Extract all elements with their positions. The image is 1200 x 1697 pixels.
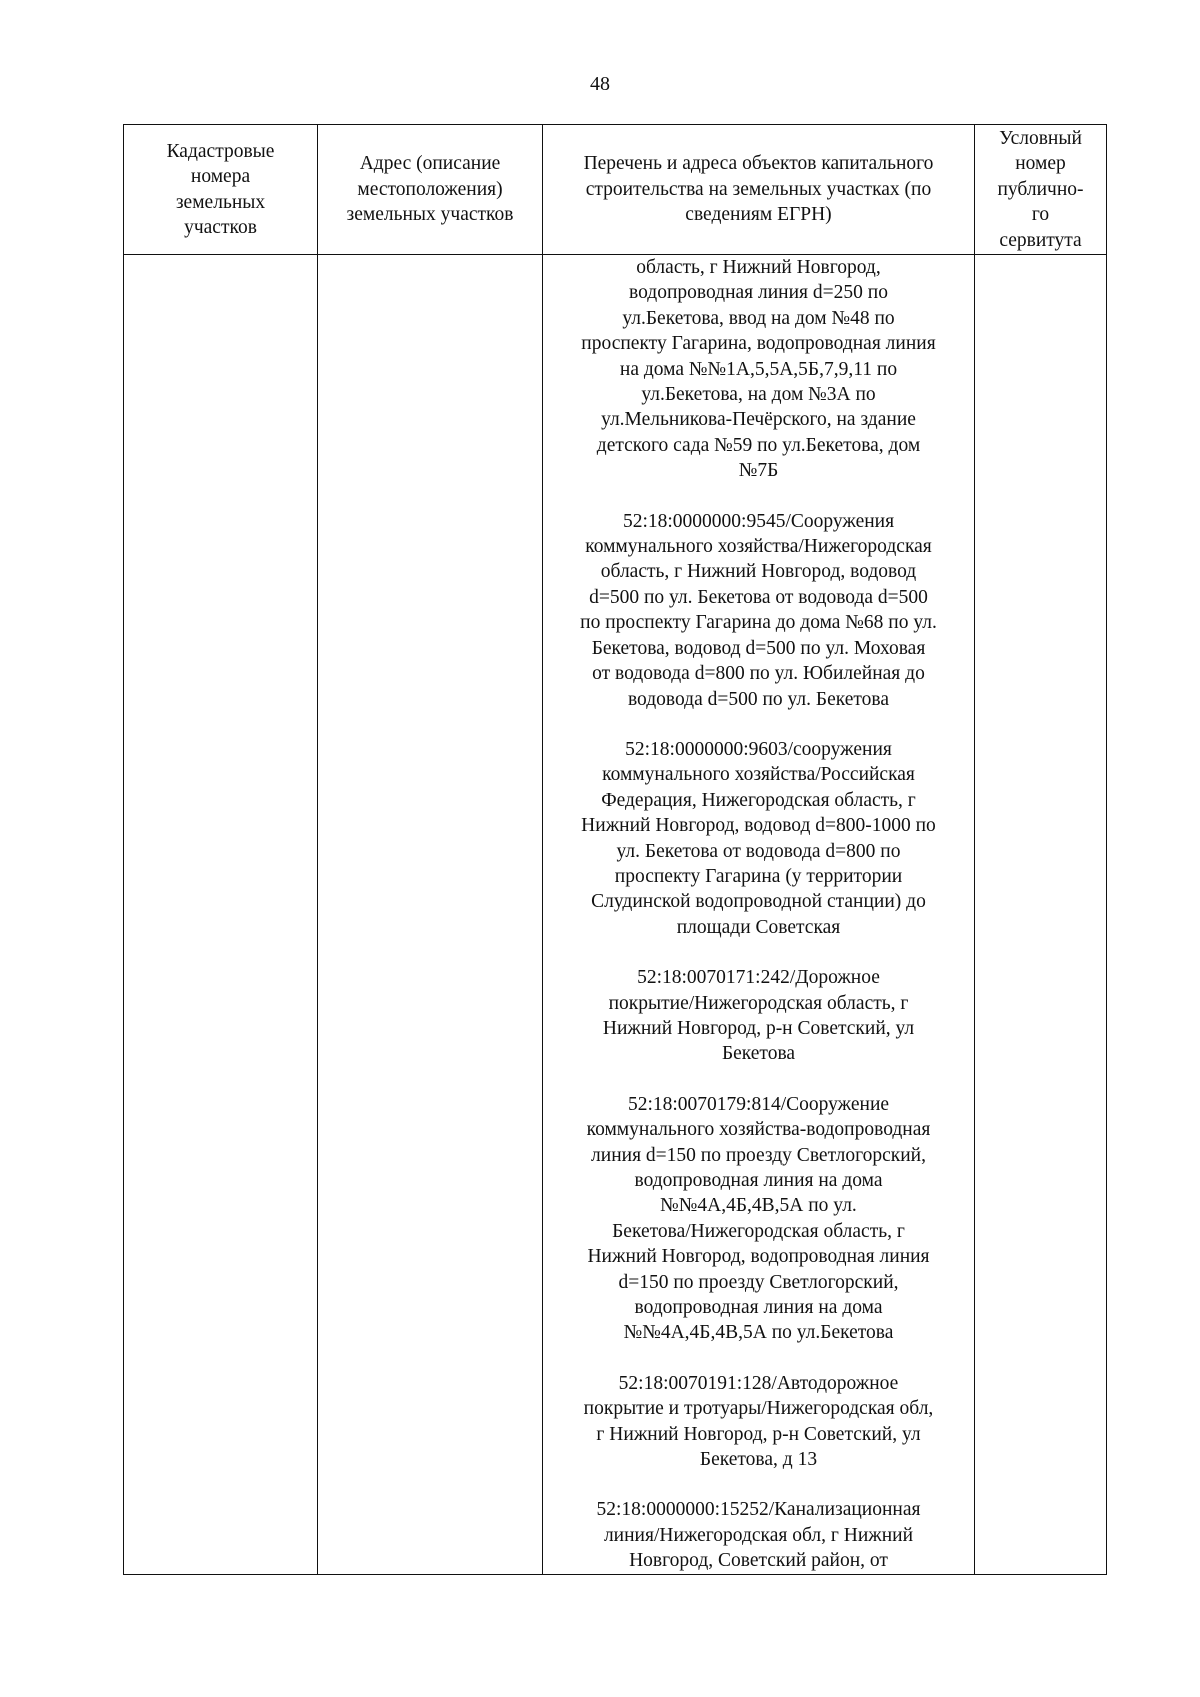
header-capital-objects: Перечень и адреса объектов капитального строительства на земельных участках (по сведениям ЕГРН) xyxy=(543,125,975,255)
page-number: 48 xyxy=(590,73,610,95)
object-entry-line: коммунального хозяйства/Российская xyxy=(602,764,915,786)
object-entry-line: d=150 по проезду Светлогорский, xyxy=(618,1271,899,1293)
object-entry xyxy=(551,1497,966,1573)
object-entry-line: Бекетова, д 13 xyxy=(699,1449,818,1471)
object-entry-line: d=500 по ул. Бекетова от водовода d=500 xyxy=(589,586,928,608)
object-entry-line: коммунального хозяйства/Нижегородская xyxy=(585,536,932,558)
object-entry-line: детского сада №59 по ул.Бекетова, дом xyxy=(596,434,921,456)
address-cell xyxy=(318,255,543,1575)
object-entry-line: от водовода d=800 по ул. Юбилейная до xyxy=(592,663,925,685)
object-entry-line: водопроводная линия d=250 по xyxy=(629,282,888,304)
object-entry-line: ул.Бекетова, на дом №3А по xyxy=(641,384,876,406)
object-entry-line: водопроводная линия на дома xyxy=(634,1170,883,1191)
object-entry-line: №№4А,4Б,4В,5А по ул. xyxy=(660,1195,857,1217)
object-entry-line: 52:18:0000000:9545/Сооружения xyxy=(622,510,895,532)
object-entry-line: Нижний Новгород, водовод d=800-1000 по xyxy=(581,815,936,837)
object-entry-line: проспекту Гагарина (у территории xyxy=(614,865,903,887)
objects-list xyxy=(551,255,966,1574)
object-entry-line: водопроводная линия на дома xyxy=(634,1297,883,1319)
object-entry xyxy=(551,1371,966,1473)
table-row xyxy=(124,255,1107,1575)
object-entry-line: коммунального хозяйства-водопроводная xyxy=(586,1119,931,1141)
object-entry-line: Бекетова xyxy=(721,1043,796,1065)
object-entry-line: №7Б xyxy=(738,460,779,482)
object-entry xyxy=(551,965,966,1067)
object-entry-line: Федерация, Нижегородская область, г xyxy=(601,789,916,811)
object-entry-line: проспекту Гагарина, водопроводная линия xyxy=(581,333,936,355)
object-entry-line: покрытие/Нижегородская область, г xyxy=(608,992,909,1014)
table-header-row xyxy=(124,125,1107,255)
object-entry-line: область, г Нижний Новгород, водовод xyxy=(600,561,917,583)
servitude-number-cell xyxy=(975,255,1107,1575)
object-entry-line: Слудинской водопроводной станции) до xyxy=(591,891,926,913)
object-entry-line: №№4А,4Б,4В,5А по ул.Бекетова xyxy=(623,1322,894,1344)
object-entry-line: 52:18:0070171:242/Дорожное xyxy=(637,967,880,989)
object-entry-line: Бекетова/Нижегородская область, г xyxy=(612,1220,905,1242)
object-entry-line: покрытие и тротуары/Нижегородская обл, xyxy=(583,1398,934,1420)
object-entry-line: Новгород, Советский район, от xyxy=(629,1550,888,1572)
object-entry-line: линия/Нижегородская обл, г Нижний xyxy=(603,1524,914,1546)
object-entry-line: 52:18:0070191:128/Автодорожное xyxy=(618,1372,899,1394)
object-entry-line: по проспекту Гагарина до дома №68 по ул. xyxy=(580,612,937,634)
object-entry-line: водовода d=500 по ул. Бекетова xyxy=(627,688,890,710)
header-address: Адрес (описание местоположения) земельных участков xyxy=(318,125,543,255)
cadastral-numbers-cell xyxy=(124,255,318,1575)
capital-objects-cell xyxy=(543,255,975,1575)
object-entry-line: ул. Бекетова от водовода d=800 по xyxy=(616,840,901,862)
object-entry-line: Бекетова, водовод d=500 по ул. Моховая xyxy=(591,637,926,659)
header-cadastral-numbers: Кадастровые номера земельных участков xyxy=(124,125,318,255)
object-entry-line: 52:18:0000000:9603/сооружения xyxy=(625,738,892,760)
object-entry-line: Нижний Новгород, водопроводная линия xyxy=(587,1246,930,1268)
object-entry xyxy=(551,737,966,940)
object-entry-line: область, г Нижний Новгород, xyxy=(636,257,881,278)
object-entry xyxy=(551,1092,966,1346)
header-servitude-number: Условный номер публично- го сервитута xyxy=(975,125,1107,255)
object-entry xyxy=(551,255,966,484)
object-entry-line: площади Советская xyxy=(676,916,841,938)
object-entry-line: линия d=150 по проезду Светлогорский, xyxy=(591,1144,926,1166)
object-entry-line: на дома №№1А,5,5А,5Б,7,9,11 по xyxy=(619,358,898,380)
servitude-table xyxy=(123,124,1107,1575)
object-entry-line: 52:18:0070179:814/Сооружение xyxy=(627,1093,890,1115)
object-entry-line: Нижний Новгород, р-н Советский, ул xyxy=(602,1017,915,1039)
object-entry-line: г Нижний Новгород, р-н Советский, ул xyxy=(596,1423,921,1445)
object-entry-line: ул.Бекетова, ввод на дом №48 по xyxy=(622,307,895,329)
object-entry xyxy=(551,509,966,712)
object-entry-line: 52:18:0000000:15252/Канализационная xyxy=(596,1499,921,1521)
object-entry-line: ул.Мельникова-Печёрского, на здание xyxy=(601,409,916,431)
